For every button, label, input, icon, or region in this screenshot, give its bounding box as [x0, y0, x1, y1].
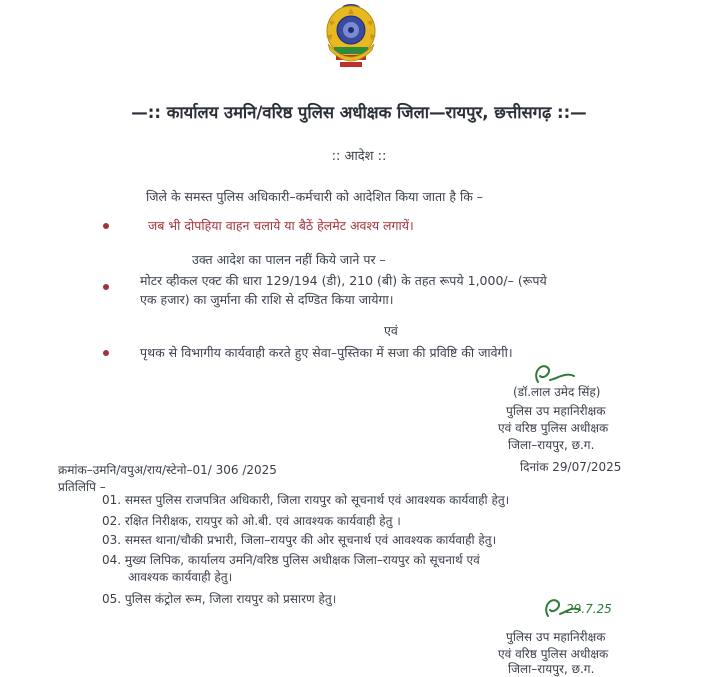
bullet-marker [103, 223, 109, 229]
noncompliance-text: उक्त आदेश का पालन नहीं किये जाने पर – [192, 252, 386, 267]
departmental-action-text: पृथक से विभागीय कार्यवाही करते हुए सेवा–पुस्तिका में सजा की प्रविष्टि की जावेगी। [140, 345, 513, 360]
chhattisgarh-police-emblem-icon [314, 0, 388, 70]
order-date: दिनांक 29/07/2025 [520, 460, 622, 474]
copy-label: प्रतिलिपि – [58, 480, 106, 494]
signatory-designation-1: पुलिस उप महानिरीक्षक [506, 404, 606, 418]
and-text: एवं [384, 323, 398, 338]
copy-item: 02. रक्षित निरीक्षक, रायपुर को ओ.बी. एवं आवश्यक कार्यवाही हेतु । [102, 514, 401, 528]
penalty-line-2: एक हजार) का जुर्माना की राशि से दण्डित किया जायेगा। [140, 292, 394, 307]
copy-item: 04. मुख्य लिपिक, कार्यालय उमनि/वरिष्ठ पुलिस अधीक्षक जिला–रायपुर को सूचनार्थ एवं [102, 553, 480, 567]
copy-item: 03. समस्त थाना/चौकी प्रभारी, जिला–रायपुर की ओर सूचनार्थ एवं आवश्यक कार्यवाही हेतु। [102, 533, 497, 547]
signatory-location: जिला–रायपुर, छ.ग. [508, 438, 595, 452]
penalty-line-1: मोटर व्हीकल एक्ट की धारा 129/194 (डी), 210 (बी) के तहत रूपये 1,000/– (रूपये [140, 273, 547, 288]
bullet-marker [103, 350, 109, 356]
signatory-location: जिला–रायपुर, छ.ग. [508, 662, 595, 676]
reference-number: क्रमांक–उमनि/वपुअ/राय/स्टेनो–01/ 306 /2025 [58, 463, 277, 477]
signatory-name: (डॉ.लाल उमेद सिंह) [513, 385, 601, 399]
copy-item: 05. पुलिस कंट्रोल रूम, जिला रायपुर को प्रसारण हेतु। [102, 592, 337, 606]
order-heading: :: आदेश :: [331, 149, 387, 164]
bullet-marker [103, 284, 109, 290]
office-title: —:: कार्यालय उमनि/वरिष्ठ पुलिस अधीक्षक जिला—रायपुर, छत्तीसगढ़ ::— [131, 103, 587, 122]
copy-item: 01. समस्त पुलिस राजपत्रित अधिकारी, जिला रायपुर को सूचनार्थ एवं आवश्यक कार्यवाही हेतु। [102, 493, 510, 507]
handwritten-date: 29.7.25 [566, 602, 612, 616]
intro-text: जिले के समस्त पुलिस अधिकारी–कर्मचारी को आदेशित किया जाता है कि – [146, 189, 484, 204]
copy-item-continued: आवश्यक कार्यवाही हेतु। [128, 570, 233, 584]
signatory-designation-1: पुलिस उप महानिरीक्षक [506, 630, 606, 644]
helmet-instruction: जब भी दोपहिया वाहन चलाये या बैठें हेलमेट अवश्य लगायें। [148, 218, 414, 233]
signatory-designation-2: एवं वरिष्ठ पुलिस अधीक्षक [498, 647, 609, 661]
signatory-designation-2: एवं वरिष्ठ पुलिस अधीक्षक [498, 421, 609, 435]
